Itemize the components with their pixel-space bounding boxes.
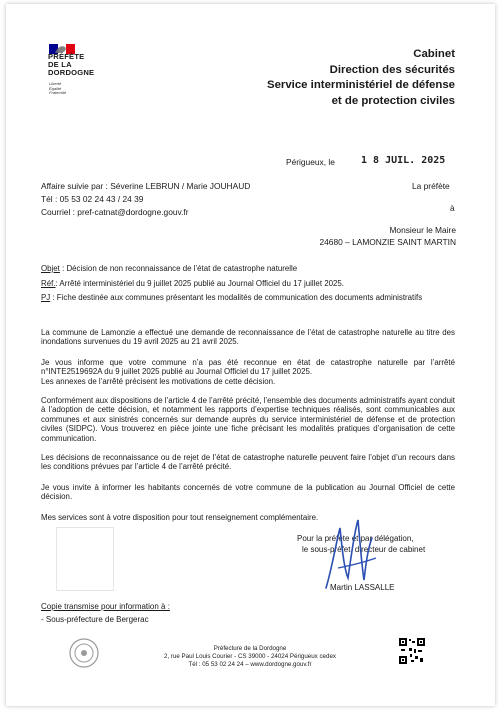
sender-a: à [450,203,455,213]
contact-email: Courriel : pref-catnat@dordogne.gouv.fr [41,207,189,217]
footer-line-2: 2, rue Paul Louis Courier - CS 39000 - 24024 Périgueux cedex [164,653,336,660]
contact-affaire: Affaire suivie par : Séverine LEBRUN / Marie JOUHAUD [41,181,251,191]
prefecture-seal [68,637,100,669]
recipient-address: 24680 – LAMONZIE SAINT MARTIN [319,237,456,247]
header-direction: Direction des sécurités [329,63,455,76]
signature-delegation: Pour la préfète et par délégation, [297,534,414,543]
body-paragraph-1: La commune de Lamonzie a effectué une demande de reconnaissance de l’état de catastrophe naturelle au titre des inondations survenues du 19 avril 2025 au 21 avril 2025. [41,328,455,347]
logo-line-2: DE LA [48,60,72,69]
body-paragraph-2: Je vous informe que votre commune n’a pas été reconnue en état de catastrophe naturelle par l’arrêté n°INTE2519692A du 9 juillet 2025 publié au Journal Officiel du 17 juillet 2025. [41,358,455,377]
ref-line [41,279,455,288]
marianne-logo [49,41,75,51]
logo-line-3: DORDOGNE [48,68,95,77]
body-paragraph-2b: Les annexes de l’arrêté précisent les motivations de cette décision. [41,377,276,386]
body-paragraph-6: Mes services sont à votre disposition pour tout renseignement complémentaire. [41,513,319,522]
pj-line [41,293,455,302]
prefecture-logo-text [48,53,94,77]
republic-motto [49,82,66,96]
date-stamp: 1 8 JUIL. 2025 [361,155,446,166]
footer [120,645,380,669]
body-paragraph-3: Conformément aux dispositions de l’article 4 de l’arrêté précité, l’ensemble des documents administratifs ayant conduit à l’adoption de cette décision, et notamment les rapports d’expertise techniques réalisés, sont communicables aux communes et aux sinistrés concernés sur demande auprès du service interministériel de défense et de protection civiles (SIDPC). Vous trouverez en pièce jointe une fiche précisant les modalités pratiques d’organisation de cette communication. [41,396,455,443]
ref-label: Réf. [41,279,56,288]
body-paragraph-5: Je vous invite à informer les habitants concernés de votre commune de la publication au Journal Officiel de cette décision. [41,483,455,502]
faded-stamp [56,527,114,591]
logo-line-1: PRÉFÈTE [48,52,85,61]
footer-line-1: Préfecture de la Dordogne [213,645,287,652]
copy-label: Copie transmise pour information à : [41,602,170,611]
date-place: Périgueux, le [286,157,335,167]
signature-title: le sous-préfet, directeur de cabinet [302,545,426,554]
body-paragraph-4: Les décisions de reconnaissance ou de rejet de l’état de catastrophe naturelle peuvent faire l’objet d’un recours dans les conditions prévues par l’article 4 de l’arrêté précité. [41,453,455,472]
copy-recipient: - Sous-préfecture de Bergerac [41,615,149,624]
objet-line [41,264,455,273]
motto-fraternite: Fraternité [49,90,67,96]
signatory-name: Martin LASSALLE [330,583,395,592]
header-service-cont: et de protection civiles [331,94,455,107]
objet-text: : Décision de non reconnaissance de l’état de catastrophe naturelle [59,264,298,273]
pj-label: PJ [41,293,51,302]
header-cabinet: Cabinet [413,48,455,60]
qr-code [399,638,425,664]
service-header [267,47,455,109]
objet-label: Objet [41,264,60,273]
motto-egalite: Égalité [49,85,62,91]
recipient-title: Monsieur le Maire [389,225,456,235]
header-service: Service interministériel de défense [266,79,455,92]
ref-text: : Arrêté interministériel du 9 juillet 2025 publié au Journal Officiel du 17 juillet 2025. [55,279,344,288]
pj-text: : Fiche destinée aux communes présentant les modalités de communication des documents administratifs [50,293,423,302]
sender-la-prefete: La préfète [412,181,450,191]
contact-tel: Tél : 05 53 02 24 43 / 24 39 [41,194,144,204]
footer-line-3: Tél : 05 53 02 24 24 – www.dordogne.gouv.fr [188,661,312,668]
motto-liberte: Liberté [49,81,62,86]
